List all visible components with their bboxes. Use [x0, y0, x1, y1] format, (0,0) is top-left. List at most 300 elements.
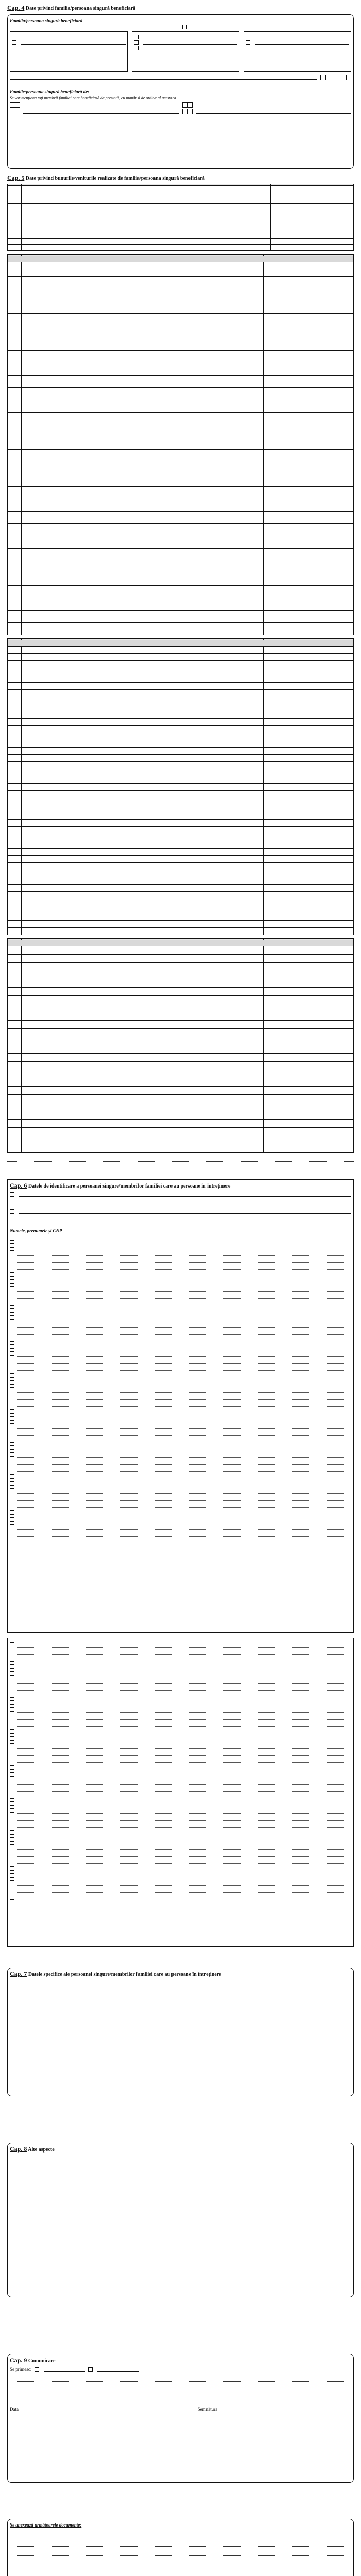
table-row: [8, 913, 354, 921]
table-row: [8, 524, 354, 536]
person-field[interactable]: [16, 1692, 351, 1698]
person-checkbox[interactable]: [10, 1700, 14, 1705]
person-line[interactable]: [196, 109, 352, 114]
option-line: [21, 35, 126, 39]
person-field[interactable]: [16, 1264, 351, 1270]
cap6-row: [10, 1204, 351, 1208]
table-row: [8, 1021, 354, 1029]
person-field[interactable]: [16, 1779, 351, 1785]
doc-line[interactable]: [10, 2540, 351, 2547]
cap8-box: [7, 2143, 354, 2297]
cap5-table-3: [7, 638, 354, 935]
table-row: [8, 425, 354, 437]
code-cells[interactable]: [320, 75, 351, 80]
table-row: [8, 536, 354, 549]
sig-date-label: Data: [10, 2406, 19, 2412]
option-line: [255, 35, 349, 39]
option-checkbox[interactable]: [10, 1209, 14, 1214]
person-field[interactable]: [16, 1858, 351, 1864]
person-field[interactable]: [16, 1308, 351, 1313]
cap9-number: Cap. 9: [10, 2357, 27, 2364]
option-checkbox[interactable]: [10, 1204, 14, 1208]
person-field[interactable]: [16, 1714, 351, 1720]
option-checkbox[interactable]: [10, 1198, 14, 1202]
person-checkbox[interactable]: [10, 1366, 14, 1370]
option-line: [21, 40, 126, 45]
person-checkbox[interactable]: [10, 1679, 14, 1683]
option-checkbox[interactable]: [10, 1221, 14, 1225]
documents-box: [7, 2519, 354, 2576]
person-checkbox[interactable]: [10, 1460, 14, 1464]
person-field[interactable]: [16, 1815, 351, 1821]
family-sub-box-2: [132, 31, 239, 72]
table-row: [8, 877, 354, 885]
persons-help-text: Se vor menționa toți membrii familiei care beneficiază de prestații, cu numărul de ordine al acestora: [10, 96, 176, 100]
person-field[interactable]: [16, 1445, 351, 1450]
person-field[interactable]: [16, 1495, 351, 1501]
note-line: [7, 1156, 354, 1162]
person-field[interactable]: [16, 1235, 351, 1241]
table-row: [8, 971, 354, 979]
table-row: [8, 1078, 354, 1087]
cap6-title: Datele de identificare a persoanei singure/membrilor familiei care au persoane în întreținere: [28, 1183, 231, 1189]
option-checkbox[interactable]: [246, 35, 250, 39]
table-row: [8, 462, 354, 474]
person-checkbox[interactable]: [10, 1866, 14, 1871]
single-person-checkbox[interactable]: [182, 25, 187, 29]
person-field[interactable]: [16, 1656, 351, 1662]
person-field[interactable]: [16, 1293, 351, 1299]
table-row: [8, 262, 354, 277]
table-row: [8, 1062, 354, 1070]
person-checkbox[interactable]: [10, 1243, 14, 1248]
table-row: [8, 726, 354, 733]
table-row: [8, 921, 354, 928]
contact-line: [44, 2367, 85, 2372]
person-checkbox[interactable]: [10, 1452, 14, 1457]
cap6-box: [7, 1179, 354, 1633]
family-sub-box-3: [244, 31, 351, 72]
table-row: [8, 1144, 354, 1153]
option-checkbox[interactable]: [12, 46, 16, 50]
table-row: [8, 899, 354, 906]
table-row: [8, 849, 354, 856]
person-checkbox[interactable]: [10, 1467, 14, 1471]
person-checkbox[interactable]: [10, 1707, 14, 1712]
person-field[interactable]: [16, 1887, 351, 1893]
table-row: [8, 762, 354, 769]
person-number-cells[interactable]: [10, 109, 20, 114]
person-field[interactable]: [16, 1707, 351, 1713]
table-row: [8, 711, 354, 719]
cap9-box: [7, 2354, 354, 2483]
person-field[interactable]: [16, 1394, 351, 1400]
person-field[interactable]: [16, 1829, 351, 1835]
person-checkbox[interactable]: [10, 1387, 14, 1392]
option-checkbox[interactable]: [12, 52, 16, 56]
option-checkbox[interactable]: [134, 40, 139, 45]
person-checkbox[interactable]: [10, 1524, 14, 1529]
option-line: [19, 1204, 351, 1208]
person-field[interactable]: [16, 1250, 351, 1256]
person-field[interactable]: [16, 1279, 351, 1284]
person-field[interactable]: [16, 1409, 351, 1414]
doc-line[interactable]: [10, 2531, 351, 2537]
person-checkbox[interactable]: [10, 1873, 14, 1878]
person-field[interactable]: [16, 1351, 351, 1357]
table-row: [8, 598, 354, 611]
person-checkbox[interactable]: [10, 1801, 14, 1806]
person-field[interactable]: [16, 1728, 351, 1734]
person-field[interactable]: [16, 1649, 351, 1655]
table-row: [8, 841, 354, 849]
person-checkbox[interactable]: [10, 1517, 14, 1522]
option-checkbox[interactable]: [134, 46, 139, 50]
table-row: [8, 791, 354, 798]
table-row: [8, 388, 354, 400]
table-row: [8, 697, 354, 704]
person-checkbox[interactable]: [10, 1488, 14, 1493]
person-checkbox[interactable]: [10, 1787, 14, 1791]
doc-line[interactable]: [10, 2550, 351, 2556]
person-field[interactable]: [16, 1808, 351, 1814]
person-field[interactable]: [16, 1315, 351, 1320]
person-field[interactable]: [16, 1380, 351, 1385]
person-field[interactable]: [16, 1430, 351, 1436]
person-checkbox[interactable]: [10, 1830, 14, 1835]
person-number-cells[interactable]: [182, 109, 193, 114]
option-checkbox[interactable]: [12, 35, 16, 39]
option-line: [143, 40, 237, 45]
sig-signature-label: Semnătura: [197, 2406, 218, 2412]
person-checkbox[interactable]: [10, 1250, 14, 1255]
option-checkbox[interactable]: [10, 1215, 14, 1219]
option-line: [19, 1215, 351, 1219]
comm-line: [10, 2385, 351, 2391]
person-checkbox[interactable]: [10, 1794, 14, 1799]
address-line-2[interactable]: [10, 81, 351, 86]
person-checkbox[interactable]: [10, 1330, 14, 1334]
person-checkbox[interactable]: [10, 1743, 14, 1748]
table-row: [8, 221, 354, 239]
person-checkbox[interactable]: [10, 1359, 14, 1363]
table-row: [8, 668, 354, 675]
person-checkbox[interactable]: [10, 1532, 14, 1536]
doc-line[interactable]: [10, 2559, 351, 2565]
table-row: [8, 363, 354, 376]
person-checkbox[interactable]: [10, 1808, 14, 1813]
person-checkbox[interactable]: [10, 1888, 14, 1892]
person-checkbox[interactable]: [10, 1751, 14, 1755]
note-line: [7, 1165, 354, 1171]
table-row: [8, 955, 354, 963]
person-checkbox[interactable]: [10, 1323, 14, 1327]
person-checkbox[interactable]: [10, 1315, 14, 1320]
person-checkbox[interactable]: [10, 1715, 14, 1719]
person-checkbox[interactable]: [10, 1294, 14, 1298]
persons-label: Numele, prenumele și CNP: [10, 1228, 62, 1233]
person-checkbox[interactable]: [10, 1431, 14, 1435]
option-checkbox[interactable]: [12, 40, 16, 45]
person-checkbox[interactable]: [10, 1780, 14, 1784]
person-line[interactable]: [10, 115, 351, 120]
table-row: [8, 1012, 354, 1021]
table-row: [8, 683, 354, 690]
person-checkbox[interactable]: [10, 1664, 14, 1669]
person-checkbox[interactable]: [10, 1758, 14, 1762]
person-checkbox[interactable]: [10, 1650, 14, 1654]
table-row: [8, 1120, 354, 1128]
address-line[interactable]: [10, 75, 317, 80]
person-checkbox[interactable]: [10, 1395, 14, 1399]
table-row: [8, 289, 354, 301]
option-line: [19, 1209, 351, 1214]
cap6-box-2: [7, 1638, 354, 1947]
cap7-title: Datele specifice ale persoanei singure/membrilor familiei care au persoane în întreținere: [28, 1972, 221, 1977]
person-field[interactable]: [16, 1322, 351, 1328]
person-line[interactable]: [23, 109, 179, 114]
person-checkbox[interactable]: [10, 1657, 14, 1662]
cap7-heading: [10, 1970, 351, 1978]
person-field[interactable]: [16, 1757, 351, 1763]
person-field[interactable]: [16, 1531, 351, 1537]
table-row: [8, 186, 354, 204]
person-field[interactable]: [16, 1671, 351, 1676]
person-field[interactable]: [16, 1272, 351, 1277]
person-line[interactable]: [23, 103, 179, 107]
person-field[interactable]: [16, 1459, 351, 1465]
person-checkbox[interactable]: [10, 1496, 14, 1500]
person-checkbox[interactable]: [10, 1265, 14, 1269]
person-field[interactable]: [16, 1743, 351, 1749]
option-checkbox[interactable]: [246, 40, 250, 45]
option-checkbox[interactable]: [10, 1192, 14, 1197]
person-field[interactable]: [16, 1416, 351, 1421]
person-checkbox[interactable]: [10, 1236, 14, 1241]
person-checkbox[interactable]: [10, 1286, 14, 1291]
table-row: [8, 885, 354, 892]
person-checkbox[interactable]: [10, 1423, 14, 1428]
persons-row-3: [10, 115, 351, 120]
person-field[interactable]: [16, 1736, 351, 1741]
person-field[interactable]: [16, 1329, 351, 1335]
person-field[interactable]: [16, 1837, 351, 1842]
table-row: [8, 661, 354, 668]
table-row: [8, 647, 354, 654]
table-row: [8, 748, 354, 755]
table-section-row: [8, 640, 354, 647]
person-field[interactable]: [16, 1844, 351, 1850]
contact-checkbox[interactable]: [88, 2367, 93, 2372]
person-field[interactable]: [16, 1678, 351, 1684]
table-row: [8, 1087, 354, 1095]
cap4-box: [7, 14, 354, 169]
sig-date-line[interactable]: [10, 2415, 163, 2421]
person-field[interactable]: [16, 1452, 351, 1458]
person-checkbox[interactable]: [10, 1816, 14, 1820]
person-field[interactable]: [16, 1401, 351, 1407]
table-row: [8, 906, 354, 913]
person-field[interactable]: [16, 1488, 351, 1494]
person-checkbox[interactable]: [10, 1693, 14, 1698]
person-field[interactable]: [16, 1664, 351, 1669]
person-field[interactable]: [16, 1750, 351, 1756]
table-row: [8, 512, 354, 524]
person-checkbox[interactable]: [10, 1859, 14, 1863]
person-field[interactable]: [16, 1358, 351, 1364]
person-field[interactable]: [16, 1524, 351, 1530]
person-field[interactable]: [16, 1257, 351, 1263]
person-checkbox[interactable]: [10, 1438, 14, 1443]
person-checkbox[interactable]: [10, 1481, 14, 1486]
table-row: [8, 623, 354, 635]
table-row: [8, 561, 354, 573]
person-field[interactable]: [16, 1286, 351, 1292]
table-row: [8, 204, 354, 221]
table-row: [8, 820, 354, 827]
table-row: [8, 413, 354, 425]
table-row: [8, 827, 354, 834]
person-field[interactable]: [16, 1786, 351, 1792]
person-checkbox[interactable]: [10, 1344, 14, 1349]
person-field[interactable]: [16, 1300, 351, 1306]
person-field[interactable]: [16, 1466, 351, 1472]
person-checkbox[interactable]: [10, 1258, 14, 1262]
person-field[interactable]: [16, 1894, 351, 1900]
person-checkbox[interactable]: [10, 1844, 14, 1849]
sig-signature-line[interactable]: [198, 2415, 351, 2421]
table-row: [8, 863, 354, 870]
sig-block-left: [10, 2406, 163, 2425]
cap8-number: Cap. 8: [10, 2145, 27, 2153]
person-checkbox[interactable]: [10, 1279, 14, 1284]
person-field[interactable]: [16, 1721, 351, 1727]
contact-checkbox[interactable]: [35, 2367, 39, 2372]
person-checkbox[interactable]: [10, 1736, 14, 1741]
person-field[interactable]: [16, 1481, 351, 1486]
person-checkbox[interactable]: [10, 1895, 14, 1900]
person-checkbox[interactable]: [10, 1686, 14, 1690]
person-checkbox[interactable]: [10, 1474, 14, 1479]
table-row: [8, 946, 354, 955]
table-row: [8, 277, 354, 289]
table-row: [8, 798, 354, 805]
cap5-table-2: [7, 254, 354, 635]
person-field[interactable]: [16, 1642, 351, 1648]
person-field[interactable]: [16, 1243, 351, 1248]
person-checkbox[interactable]: [10, 1729, 14, 1734]
person-checkbox[interactable]: [10, 1671, 14, 1676]
person-field[interactable]: [16, 1510, 351, 1515]
table-row: [8, 549, 354, 561]
person-field[interactable]: [16, 1873, 351, 1878]
family-type-checkbox[interactable]: [10, 25, 14, 29]
person-field[interactable]: [16, 1372, 351, 1378]
person-line[interactable]: [196, 103, 352, 107]
person-checkbox[interactable]: [10, 1416, 14, 1421]
person-field[interactable]: [16, 1387, 351, 1393]
table-row: [8, 1128, 354, 1136]
person-checkbox[interactable]: [10, 1373, 14, 1378]
person-checkbox[interactable]: [10, 1308, 14, 1313]
person-field[interactable]: [16, 1822, 351, 1828]
person-field[interactable]: [16, 1801, 351, 1806]
person-checkbox[interactable]: [10, 1409, 14, 1414]
person-field[interactable]: [16, 1502, 351, 1508]
person-number-cells[interactable]: [10, 102, 20, 108]
person-field[interactable]: [16, 1700, 351, 1705]
person-field[interactable]: [16, 1336, 351, 1342]
table-row: [8, 239, 354, 245]
person-field[interactable]: [16, 1880, 351, 1886]
table-row: [8, 1054, 354, 1062]
person-checkbox[interactable]: [10, 1351, 14, 1356]
person-field[interactable]: [16, 1772, 351, 1777]
person-checkbox[interactable]: [10, 1337, 14, 1342]
person-number-cells[interactable]: [182, 102, 193, 108]
person-field[interactable]: [16, 1685, 351, 1691]
person-field[interactable]: [16, 1517, 351, 1522]
person-checkbox[interactable]: [10, 1445, 14, 1450]
persons-row-1: [10, 102, 351, 108]
documents-title: Se anexează următoarele documente:: [10, 2522, 82, 2528]
person-checkbox[interactable]: [10, 1503, 14, 1507]
option-line: [143, 35, 237, 39]
person-checkbox[interactable]: [10, 1642, 14, 1647]
persons-row-2: [10, 109, 351, 114]
option-checkbox[interactable]: [246, 46, 250, 50]
table-row: [8, 376, 354, 388]
person-checkbox[interactable]: [10, 1722, 14, 1726]
person-checkbox[interactable]: [10, 1823, 14, 1827]
person-field[interactable]: [16, 1423, 351, 1429]
cap9-heading: [10, 2357, 351, 2365]
person-checkbox[interactable]: [10, 1510, 14, 1515]
cap5-table-1: [7, 184, 354, 251]
person-checkbox[interactable]: [10, 1380, 14, 1385]
table-row: [8, 979, 354, 988]
person-checkbox[interactable]: [10, 1880, 14, 1885]
person-checkbox[interactable]: [10, 1402, 14, 1406]
doc-line[interactable]: [10, 2568, 351, 2574]
cap9-title: Comunicare: [28, 2358, 56, 2364]
person-field[interactable]: [16, 1866, 351, 1871]
person-checkbox[interactable]: [10, 1772, 14, 1777]
option-line: [19, 1198, 351, 1202]
person-checkbox[interactable]: [10, 1837, 14, 1842]
person-checkbox[interactable]: [10, 1301, 14, 1306]
person-field[interactable]: [16, 1765, 351, 1770]
person-checkbox[interactable]: [10, 1765, 14, 1770]
cap5-heading: [7, 174, 354, 182]
person-field[interactable]: [16, 1473, 351, 1479]
single-person-line: [192, 25, 352, 29]
table-row: [8, 963, 354, 971]
person-field[interactable]: [16, 1851, 351, 1857]
person-field[interactable]: [16, 1365, 351, 1371]
person-field[interactable]: [16, 1793, 351, 1799]
table-row: [8, 314, 354, 326]
person-field[interactable]: [16, 1344, 351, 1349]
table-row: [8, 805, 354, 812]
person-checkbox[interactable]: [10, 1852, 14, 1856]
person-field[interactable]: [16, 1437, 351, 1443]
option-checkbox[interactable]: [134, 35, 139, 39]
table-row: [8, 996, 354, 1004]
cap5-title: Date privind bunurile/veniturile realizate de familia/persoana singură beneficiară: [25, 175, 205, 181]
option-line: [19, 1192, 351, 1197]
person-checkbox[interactable]: [10, 1272, 14, 1277]
